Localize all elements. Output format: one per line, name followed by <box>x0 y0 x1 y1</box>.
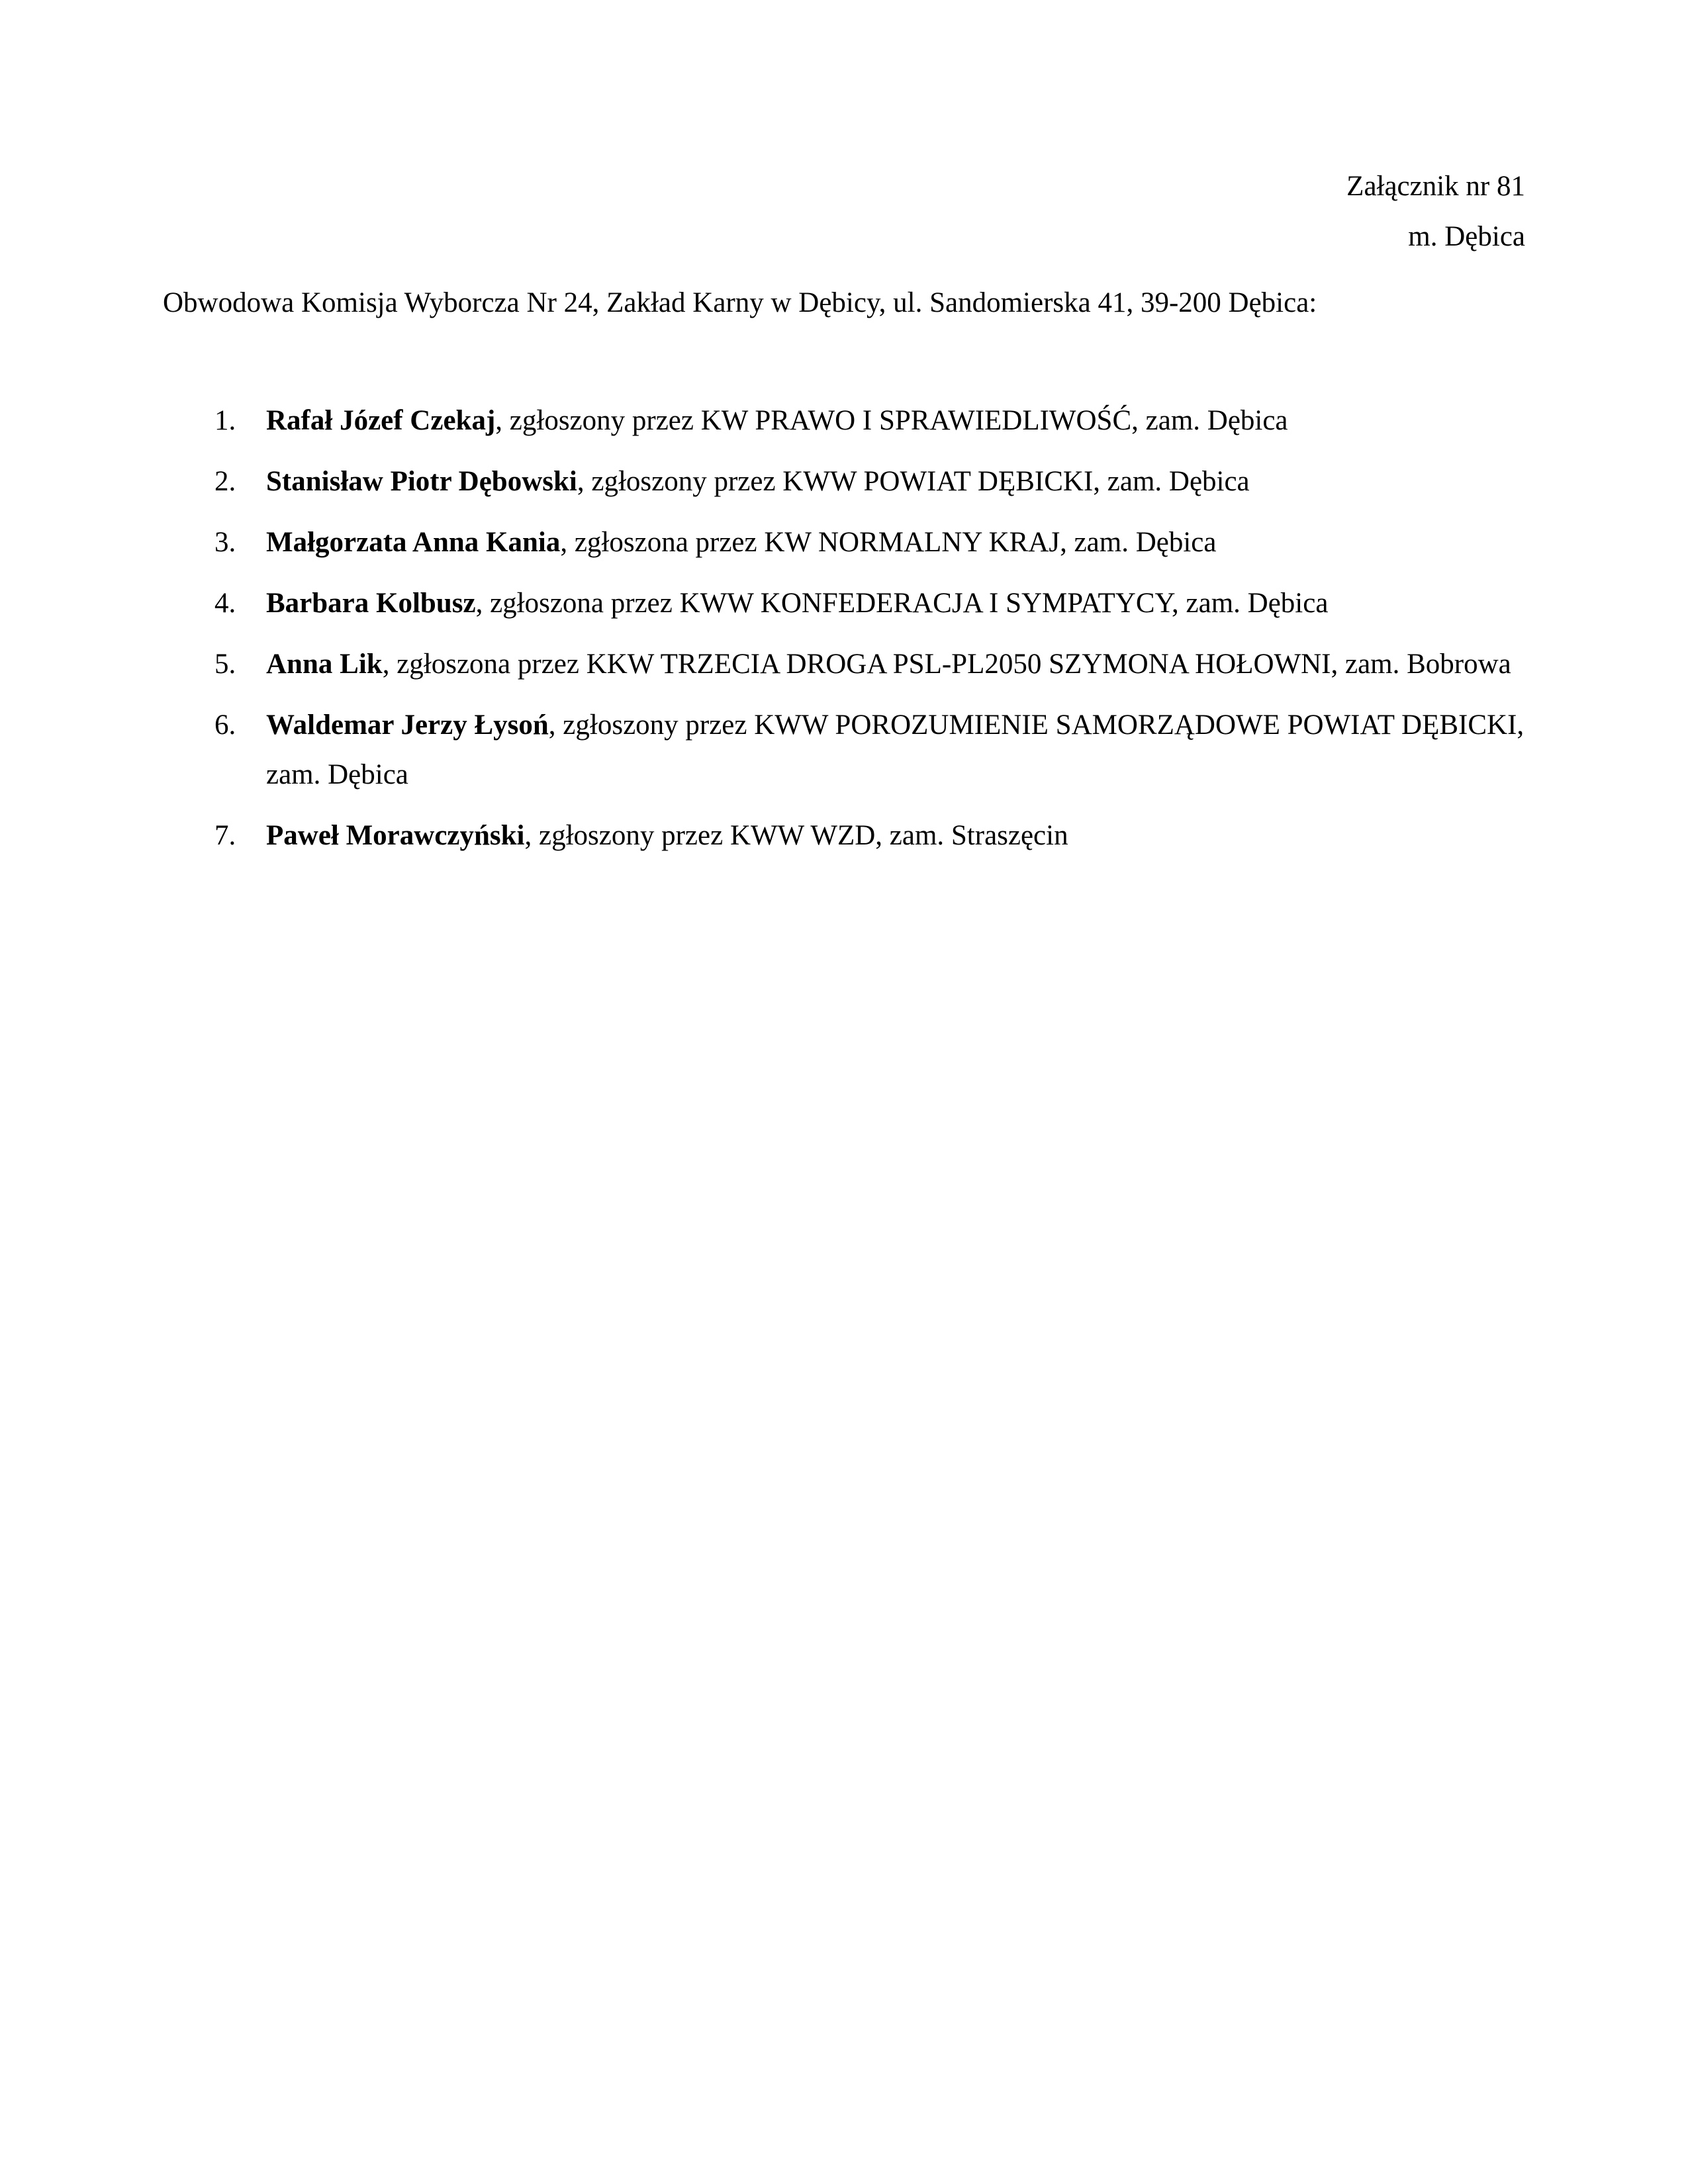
list-item <box>0 811 1688 860</box>
member-name: Rafał Józef Czekaj <box>266 405 496 436</box>
list-item <box>0 396 1688 445</box>
list-item <box>0 700 1688 799</box>
item-number: 7. <box>214 820 236 851</box>
member-details: , zgłoszona przez KKW TRZECIA DROGA PSL-PL2050 SZYMONA HOŁOWNI, zam. Bobrowa <box>382 649 1511 680</box>
list-item <box>0 639 1688 689</box>
member-details: , zgłoszona przez KWW KONFEDERACJA I SYMPATYCY, zam. Dębica <box>475 588 1329 619</box>
item-number: 2. <box>214 466 236 497</box>
member-details: , zgłoszony przez KWW POWIAT DĘBICKI, zam. Dębica <box>577 466 1250 497</box>
item-number: 5. <box>214 649 236 680</box>
member-details: , zgłoszony przez KWW POROZUMIENIE SAMORZĄDOWE POWIAT DĘBICKI, zam. Dębica <box>266 709 1524 790</box>
list-item <box>0 457 1688 506</box>
municipality-name: m. Dębica <box>1408 221 1525 252</box>
member-details: , zgłoszony przez KW PRAWO I SPRAWIEDLIWOŚĆ, zam. Dębica <box>495 405 1288 436</box>
member-details: , zgłoszona przez KW NORMALNY KRAJ, zam. Dębica <box>560 527 1217 558</box>
attachment-number: Załącznik nr 81 <box>1346 171 1525 202</box>
member-name: Barbara Kolbusz <box>266 588 476 619</box>
list-item <box>0 578 1688 628</box>
member-name: Waldemar Jerzy Łysoń <box>266 709 549 741</box>
member-details: , zgłoszony przez KWW WZD, zam. Straszęcin <box>524 820 1068 851</box>
member-name: Anna Lik <box>266 649 383 680</box>
item-number: 1. <box>214 405 236 436</box>
member-name: Stanisław Piotr Dębowski <box>266 466 577 497</box>
member-list <box>0 396 1688 872</box>
commission-title: Obwodowa Komisja Wyborcza Nr 24, Zakład Karny w Dębicy, ul. Sandomierska 41, 39-200 Dębica: <box>163 287 1317 318</box>
item-number: 3. <box>214 527 236 558</box>
item-number: 6. <box>214 709 236 741</box>
list-item <box>0 518 1688 567</box>
member-name: Paweł Morawczyński <box>266 820 525 851</box>
member-name: Małgorzata Anna Kania <box>266 527 561 558</box>
item-number: 4. <box>214 588 236 619</box>
attachment-header <box>1346 161 1525 262</box>
